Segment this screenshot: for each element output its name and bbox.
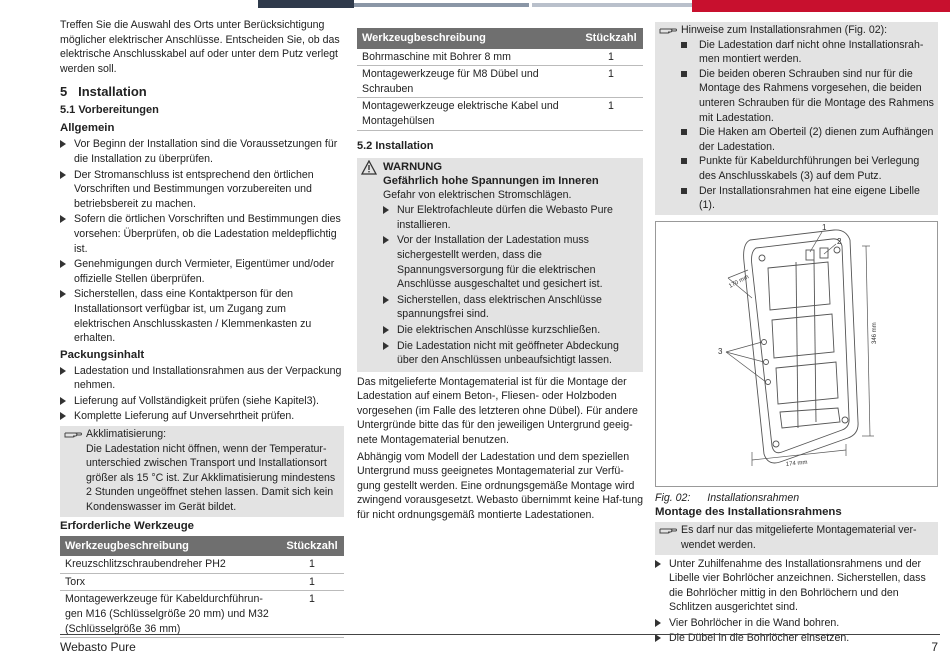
note-title: Akklimatisierung: bbox=[86, 428, 167, 441]
mount-heading: Montage des Installationsrahmens bbox=[655, 506, 842, 519]
mounting-material-paragraph: Das mitgelieferte Montagematerial ist für die Montage der Ladestation auf einem Beton-, Fliesen- oder Holzboden vorgesehen (im Falle des letzteren ohne Dübel). Für andere Untergründe bitte das für den jeweiligen Untergrund geeig-nete Montagematerial benutzen. bbox=[357, 375, 638, 447]
dimension-bottom: 174 mm bbox=[785, 459, 808, 468]
list-item: Sicherstellen, dass eine Kontaktperson für den Installationsort verfügbar ist, um Zugang zum elektrischen Anschlusskasten / Klemmenkasten zu erhalten. bbox=[60, 287, 344, 345]
list-item: Der Stromanschluss ist entsprechend den örtlichen Vorschriften und Bestimmungen vorzubereiten und betriebsbereit zu machen. bbox=[60, 168, 344, 212]
package-list bbox=[60, 364, 344, 424]
header-bar-dark bbox=[258, 0, 354, 8]
list-item: Punkte für Kabeldurchführungen bei Verlegung des Anschlusskabels (3) auf dem Putz. bbox=[681, 154, 934, 183]
column-header-count: Stückzahl bbox=[280, 536, 344, 557]
section-heading bbox=[60, 84, 344, 100]
table-header-row bbox=[60, 536, 344, 557]
cell-count: 1 bbox=[280, 556, 344, 573]
callout-3: 3 bbox=[718, 346, 723, 356]
list-item: Unter Zuhilfenahme des Installationsrahmens und der Libelle vier Bohrlöcher anzeichnen. Sicherstellen, dass die Bohrlöcher mittig in den Bohrlöchern und den Schlitzen ausgerichtet sind. bbox=[655, 557, 938, 615]
section-number: 5 bbox=[60, 84, 68, 100]
page-number: 7 bbox=[931, 640, 938, 654]
tools-heading: Erforderliche Werkzeuge bbox=[60, 519, 194, 532]
callout-1: 1 bbox=[822, 222, 827, 232]
cell-description: Bohrmaschine mit Bohrer 8 mm bbox=[357, 49, 579, 66]
list-item: Die beiden oberen Schrauben sind nur für die Montage des Rahmens vorgesehen, die beiden unteren Schrauben für die Montage des Rahmens mit Ladestation. bbox=[681, 67, 934, 125]
square-bullet-icon bbox=[681, 188, 687, 194]
mounting-liability-paragraph: Abhängig vom Modell der Ladestation und dem speziellen Untergrund muss geeignetes Montagematerial zur Verfü-gung gestellt werden. Eine ordnungsgemäße Montage wird zwingend vorausgesetzt. Webasto übernimmt keine Haf-tung für nicht ordnungsgemäß montierte Ladestationen. bbox=[357, 450, 643, 522]
list-item: Ladestation und Installationsrahmen aus der Verpackung nehmen. bbox=[60, 364, 344, 393]
cell-description: Montagewerkzeuge für M8 Dübel und Schrauben bbox=[357, 66, 579, 98]
column-header-count: Stückzahl bbox=[579, 28, 643, 49]
header-bar-white bbox=[0, 0, 258, 8]
table-row bbox=[60, 573, 344, 591]
table-row bbox=[357, 66, 643, 98]
triangle-bullet-icon bbox=[60, 412, 66, 420]
triangle-bullet-icon bbox=[383, 342, 389, 350]
warning-triangle-icon bbox=[361, 160, 377, 180]
table-row bbox=[357, 49, 643, 66]
list-item: Der Installationsrahmen hat eine eigene Libelle (1). bbox=[681, 184, 934, 213]
warning-title: Gefährlich hohe Spannungen im Inneren bbox=[383, 174, 599, 187]
general-heading: Allgemein bbox=[60, 122, 115, 135]
triangle-bullet-icon bbox=[60, 140, 66, 148]
header-bar-grey bbox=[354, 3, 529, 7]
triangle-bullet-icon bbox=[60, 367, 66, 375]
cell-count: 1 bbox=[579, 66, 643, 98]
list-item: Die Haken am Oberteil (2) dienen zum Aufhängen der Ladestation. bbox=[681, 125, 934, 154]
general-list bbox=[60, 137, 344, 345]
figure-caption bbox=[655, 491, 938, 506]
cell-count: 1 bbox=[280, 573, 344, 591]
warning-list bbox=[383, 203, 639, 368]
cell-description: Montagewerkzeuge für Kabeldurchführun-gen M16 (Schlüsselgröße 20 mm) und M32 (Schlüsselgröße 36 mm) bbox=[60, 591, 280, 638]
triangle-bullet-icon bbox=[60, 171, 66, 179]
note-title: Hinweise zum Installationsrahmen (Fig. 02): bbox=[681, 24, 888, 36]
triangle-bullet-icon bbox=[383, 326, 389, 334]
note-text: Die Ladestation nicht öffnen, wenn der Temperatur-unterschied zwischen Transport und Installationsort größer als 15 °C ist. Zur Akklimatisierung mindestens 2 Stunden ungeöffnet stehen lassen. Damit sich kein Kondenswasser im Gerät bildet. bbox=[86, 442, 336, 514]
warning-label: WARNUNG bbox=[383, 160, 443, 173]
cell-description: Torx bbox=[60, 573, 280, 591]
table-row bbox=[60, 591, 344, 638]
triangle-bullet-icon bbox=[60, 215, 66, 223]
callout-2: 2 bbox=[837, 236, 842, 246]
mount-note bbox=[655, 522, 938, 554]
list-item: Vor der Installation der Ladestation muss sichergestellt werden, dass die Spannungsversorgung für die elektrischen Anschlüsse ausgeschaltet und gesichert ist. bbox=[383, 233, 639, 291]
list-item: Sicherstellen, dass elektrischen Anschlüsse spannungsfrei sind. bbox=[383, 293, 639, 322]
triangle-bullet-icon bbox=[383, 296, 389, 304]
list-item: Komplette Lieferung auf Unversehrtheit prüfen. bbox=[60, 409, 344, 424]
triangle-bullet-icon bbox=[60, 260, 66, 268]
footer-brand: Webasto Pure bbox=[60, 640, 136, 654]
header-bar-lightgrey bbox=[532, 3, 692, 7]
cell-count: 1 bbox=[579, 98, 643, 130]
list-item: Die Ladestation nicht mit geöffneter Abdeckung über den Anschlüssen unbeaufsichtigt lassen. bbox=[383, 339, 639, 368]
triangle-bullet-icon bbox=[655, 619, 661, 627]
section-title: Installation bbox=[78, 84, 147, 100]
intro-paragraph: Treffen Sie die Auswahl des Orts unter Berücksichtigung möglicher elektrischer Anschlüsse. Entscheiden Sie, ob das elektrische Anschlusskabel auf oder unter dem Putz verlegt werden soll. bbox=[60, 19, 340, 75]
cell-count: 1 bbox=[280, 591, 344, 638]
triangle-bullet-icon bbox=[655, 560, 661, 568]
mount-list bbox=[655, 557, 938, 647]
square-bullet-icon bbox=[681, 129, 687, 135]
square-bullet-icon bbox=[681, 158, 687, 164]
triangle-bullet-icon bbox=[383, 236, 389, 244]
warning-subtitle: Gefahr von elektrischen Stromschlägen. bbox=[383, 188, 572, 201]
table-header-row bbox=[357, 28, 643, 49]
header-bar-red bbox=[692, 0, 950, 12]
cell-description: Kreuzschlitzschraubendreher PH2 bbox=[60, 556, 280, 573]
frame-notes-list bbox=[659, 38, 934, 213]
cell-count: 1 bbox=[579, 49, 643, 66]
list-item: Die Ladestation darf nicht ohne Installationsrah-men montiert werden. bbox=[681, 38, 934, 67]
table-row bbox=[357, 98, 643, 130]
installation-frame-drawing bbox=[656, 222, 937, 486]
subsection-heading: 5.2 Installation bbox=[357, 139, 434, 152]
column-left bbox=[60, 18, 344, 640]
column-header-description: Werkzeugbeschreibung bbox=[357, 28, 579, 49]
column-middle bbox=[357, 28, 643, 525]
table-row bbox=[60, 556, 344, 573]
note-text: Es darf nur das mitgelieferte Montagematerial ver-wendet werden. bbox=[681, 524, 917, 551]
pointing-hand-icon bbox=[659, 25, 677, 35]
list-item: Die Dübel in die Bohrlöcher einsetzen. bbox=[655, 631, 938, 646]
triangle-bullet-icon bbox=[60, 290, 66, 298]
list-item: Die elektrischen Anschlüsse kurzschließen. bbox=[383, 323, 639, 338]
figure-title: Installationsrahmen bbox=[707, 491, 800, 504]
dimension-top: 170 mm bbox=[728, 274, 751, 290]
installation-frame-figure bbox=[655, 221, 938, 487]
pointing-hand-icon bbox=[64, 429, 82, 439]
package-heading: Packungsinhalt bbox=[60, 348, 145, 361]
warning-box bbox=[357, 158, 643, 372]
cell-description: Montagewerkzeuge elektrische Kabel und Montagehülsen bbox=[357, 98, 579, 130]
list-item: Lieferung auf Vollständigkeit prüfen (siehe Kapitel3). bbox=[60, 394, 344, 409]
subsection-heading: 5.1 Vorbereitungen bbox=[60, 104, 159, 117]
list-item: Vor Beginn der Installation sind die Voraussetzungen für die Installation zu überprüfen. bbox=[60, 137, 344, 166]
column-right bbox=[655, 22, 938, 647]
tools-table bbox=[60, 536, 344, 639]
column-header-description: Werkzeugbeschreibung bbox=[60, 536, 280, 557]
triangle-bullet-icon bbox=[383, 206, 389, 214]
list-item: Genehmigungen durch Vermieter, Eigentümer und/oder offizielle Stellen überprüfen. bbox=[60, 257, 344, 286]
dimension-side: 346 mm bbox=[872, 322, 878, 344]
footer-divider bbox=[60, 634, 940, 635]
list-item: Sofern die örtlichen Vorschriften und Bestimmungen dies vorsehen: Überprüfen, ob die Ladestation meldepflichtig ist. bbox=[60, 212, 344, 256]
tools-table-continued bbox=[357, 28, 643, 131]
square-bullet-icon bbox=[681, 71, 687, 77]
triangle-bullet-icon bbox=[655, 634, 661, 642]
triangle-bullet-icon bbox=[60, 397, 66, 405]
figure-number: Fig. 02: bbox=[655, 491, 691, 504]
square-bullet-icon bbox=[681, 42, 687, 48]
list-item: Vier Bohrlöcher in die Wand bohren. bbox=[655, 616, 938, 631]
acclimatization-note bbox=[60, 426, 344, 517]
pointing-hand-icon bbox=[659, 525, 677, 535]
frame-notes-box bbox=[655, 22, 938, 215]
list-item: Nur Elektrofachleute dürfen die Webasto Pure installieren. bbox=[383, 203, 639, 232]
